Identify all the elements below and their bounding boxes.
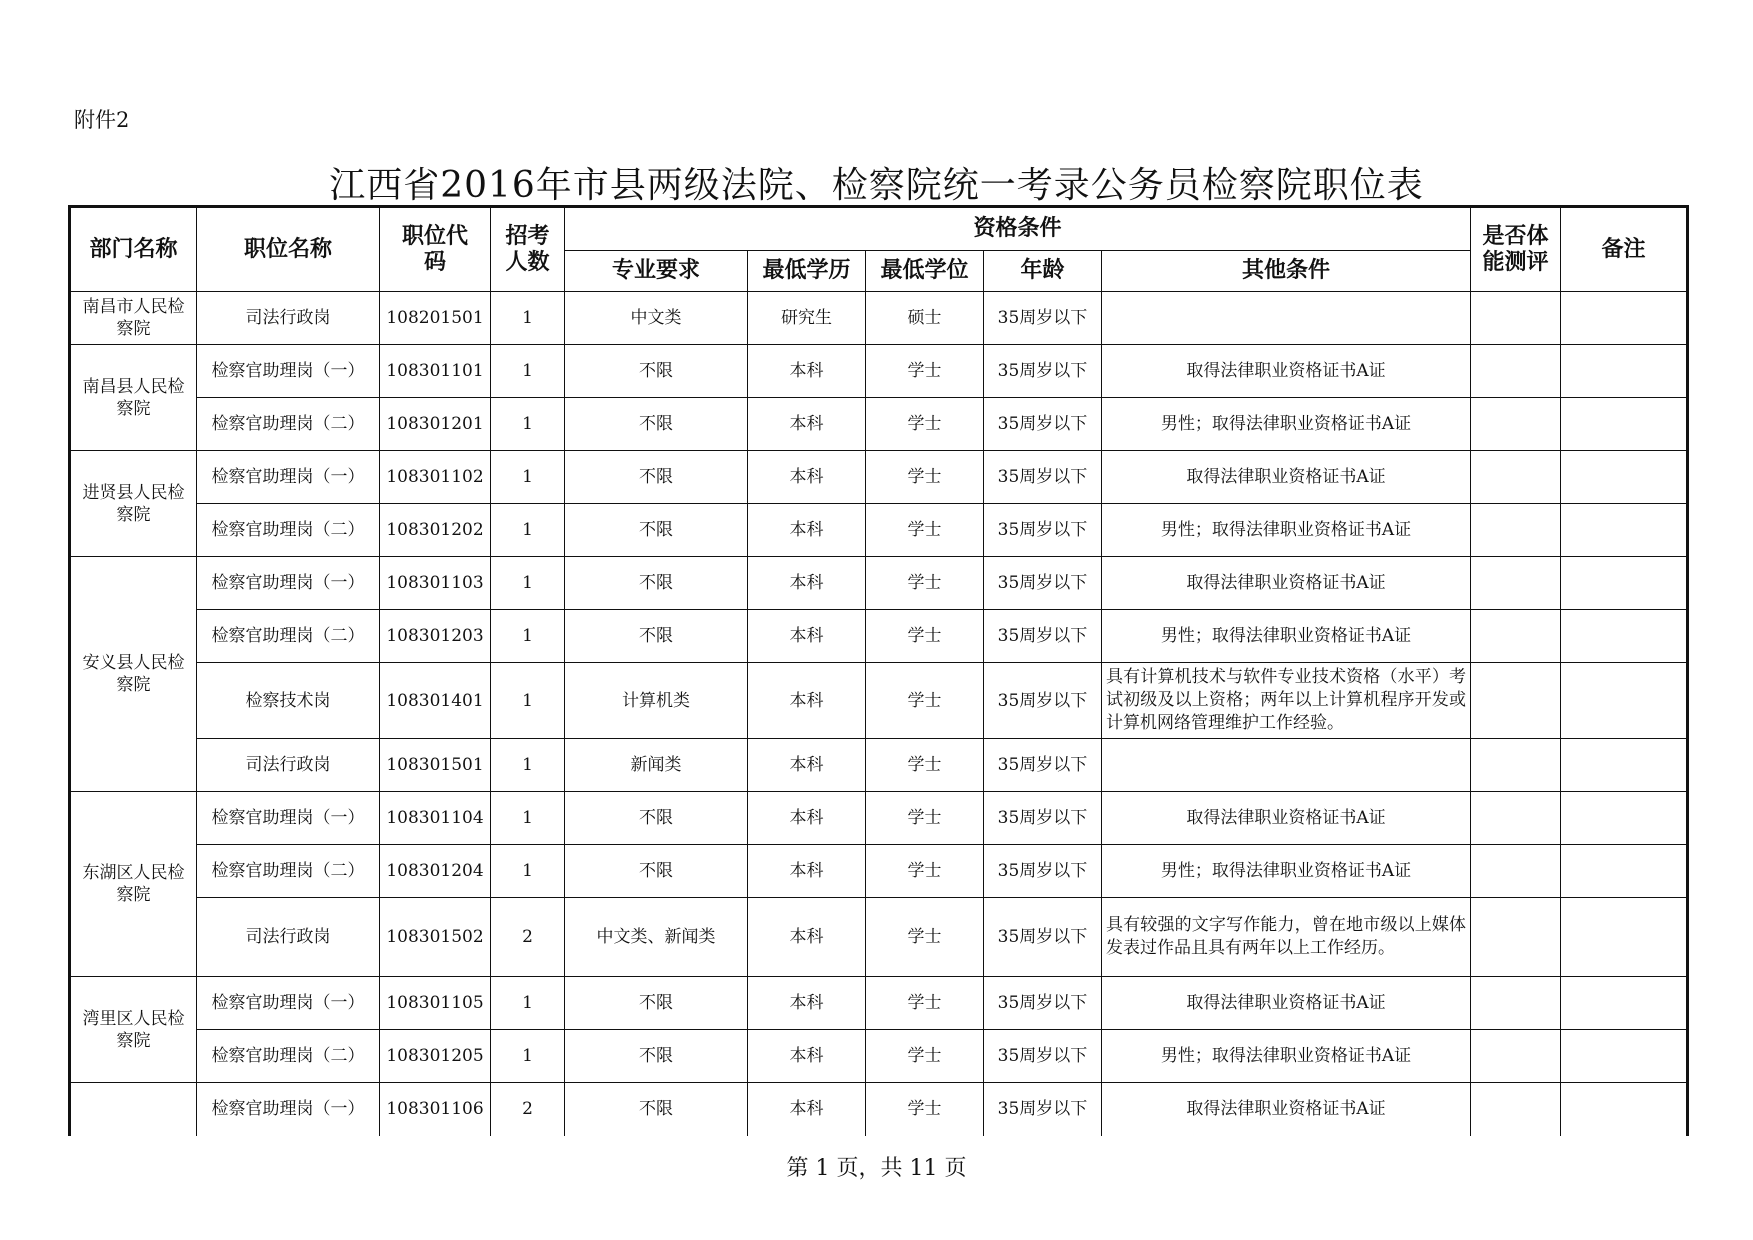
education-cell: 本科 [748,345,866,398]
major-cell: 不限 [565,345,748,398]
code-cell: 108301201 [380,398,491,451]
education-cell: 本科 [748,398,866,451]
position-cell: 检察官助理岗（一） [197,1083,380,1136]
dept-name-cell: 安义县人民检察院 [70,557,197,792]
other-cell: 男性；取得法律职业资格证书A证 [1102,610,1471,663]
remarks-cell [1561,898,1688,977]
count-cell: 1 [491,977,565,1030]
header-fitness: 是否体能测评 [1471,207,1561,292]
count-cell: 1 [491,792,565,845]
code-cell: 108301106 [380,1083,491,1136]
other-cell: 取得法律职业资格证书A证 [1102,557,1471,610]
code-cell: 108301401 [380,663,491,739]
fitness-cell [1471,1030,1561,1083]
table-row [70,663,1688,739]
fitness-cell [1471,398,1561,451]
table-row [70,1083,1688,1136]
count-cell: 1 [491,557,565,610]
table-row [70,504,1688,557]
count-cell: 2 [491,1083,565,1136]
position-cell: 检察官助理岗（二） [197,845,380,898]
position-cell: 检察官助理岗（一） [197,345,380,398]
table-row [70,739,1688,792]
code-cell: 108301104 [380,792,491,845]
position-cell: 检察官助理岗（一） [197,977,380,1030]
other-cell: 取得法律职业资格证书A证 [1102,1083,1471,1136]
table-row [70,345,1688,398]
degree-cell: 学士 [866,1030,984,1083]
count-cell: 1 [491,504,565,557]
fitness-cell [1471,898,1561,977]
fitness-cell [1471,739,1561,792]
age-cell: 35周岁以下 [984,398,1102,451]
major-cell: 计算机类 [565,663,748,739]
major-cell: 不限 [565,398,748,451]
fitness-cell [1471,504,1561,557]
fitness-cell [1471,557,1561,610]
other-cell [1102,739,1471,792]
age-cell: 35周岁以下 [984,451,1102,504]
remarks-cell [1561,1083,1688,1136]
age-cell: 35周岁以下 [984,977,1102,1030]
header-count: 招考人数 [491,207,565,292]
other-cell [1102,292,1471,345]
degree-cell: 学士 [866,845,984,898]
header-remarks: 备注 [1561,207,1688,292]
dept-name-cell: 南昌县人民检察院 [70,345,197,451]
degree-cell: 学士 [866,557,984,610]
education-cell: 本科 [748,792,866,845]
count-cell: 1 [491,845,565,898]
remarks-cell [1561,451,1688,504]
remarks-cell [1561,663,1688,739]
fitness-cell [1471,845,1561,898]
education-cell: 本科 [748,451,866,504]
degree-cell: 学士 [866,663,984,739]
remarks-cell [1561,845,1688,898]
major-cell: 不限 [565,504,748,557]
table-row [70,292,1688,345]
age-cell: 35周岁以下 [984,663,1102,739]
education-cell: 本科 [748,977,866,1030]
header-row-1 [70,207,1688,251]
fitness-cell [1471,977,1561,1030]
other-cell: 男性；取得法律职业资格证书A证 [1102,398,1471,451]
degree-cell: 学士 [866,451,984,504]
remarks-cell [1561,345,1688,398]
position-cell: 检察技术岗 [197,663,380,739]
education-cell: 本科 [748,663,866,739]
degree-cell: 学士 [866,739,984,792]
education-cell: 本科 [748,610,866,663]
dept-name-cell: 进贤县人民检察院 [70,451,197,557]
dept-name-cell: 南昌市人民检察院 [70,292,197,345]
other-cell: 男性；取得法律职业资格证书A证 [1102,1030,1471,1083]
code-cell: 108301501 [380,739,491,792]
education-cell: 本科 [748,845,866,898]
count-cell: 1 [491,1030,565,1083]
other-cell: 取得法律职业资格证书A证 [1102,345,1471,398]
age-cell: 35周岁以下 [984,292,1102,345]
page-footer: 第 1 页，共 11 页 [786,1156,967,1181]
major-cell: 新闻类 [565,739,748,792]
positions-table [68,205,1689,1136]
code-cell: 108301102 [380,451,491,504]
table-row [70,1030,1688,1083]
count-cell: 1 [491,292,565,345]
fitness-cell [1471,292,1561,345]
code-cell: 108301205 [380,1030,491,1083]
education-cell: 本科 [748,898,866,977]
header-degree: 最低学位 [866,251,984,292]
code-cell: 108201501 [380,292,491,345]
fitness-cell [1471,1083,1561,1136]
education-cell: 本科 [748,1030,866,1083]
table-row [70,845,1688,898]
major-cell: 不限 [565,451,748,504]
education-cell: 本科 [748,557,866,610]
age-cell: 35周岁以下 [984,345,1102,398]
position-cell: 检察官助理岗（一） [197,792,380,845]
table-row [70,451,1688,504]
fitness-cell [1471,792,1561,845]
code-cell: 108301101 [380,345,491,398]
attachment-label: 附件2 [74,108,130,132]
age-cell: 35周岁以下 [984,1083,1102,1136]
other-cell: 取得法律职业资格证书A证 [1102,451,1471,504]
count-cell: 1 [491,663,565,739]
major-cell: 中文类 [565,292,748,345]
position-cell: 检察官助理岗（二） [197,398,380,451]
position-cell: 检察官助理岗（二） [197,504,380,557]
position-cell: 检察官助理岗（一） [197,557,380,610]
count-cell: 2 [491,898,565,977]
education-cell: 研究生 [748,292,866,345]
remarks-cell [1561,977,1688,1030]
table-row [70,792,1688,845]
major-cell: 不限 [565,1083,748,1136]
table-row [70,898,1688,977]
fitness-cell [1471,451,1561,504]
position-cell: 司法行政岗 [197,739,380,792]
major-cell: 不限 [565,1030,748,1083]
age-cell: 35周岁以下 [984,504,1102,557]
age-cell: 35周岁以下 [984,739,1102,792]
fitness-cell [1471,610,1561,663]
dept-name-cell: 湾里区人民检察院 [70,977,197,1083]
position-cell: 司法行政岗 [197,898,380,977]
other-cell: 具有较强的文字写作能力，曾在地市级以上媒体发表过作品且具有两年以上工作经历。 [1102,898,1471,977]
table-row [70,610,1688,663]
code-cell: 108301203 [380,610,491,663]
major-cell: 不限 [565,977,748,1030]
header-position: 职位名称 [197,207,380,292]
count-cell: 1 [491,398,565,451]
code-cell: 108301202 [380,504,491,557]
position-cell: 司法行政岗 [197,292,380,345]
count-cell: 1 [491,610,565,663]
age-cell: 35周岁以下 [984,845,1102,898]
fitness-cell [1471,345,1561,398]
code-cell: 108301204 [380,845,491,898]
table-row [70,398,1688,451]
remarks-cell [1561,557,1688,610]
degree-cell: 学士 [866,977,984,1030]
dept-name-cell [70,1083,197,1136]
positions-table-body [70,207,1688,1136]
code-cell: 108301105 [380,977,491,1030]
degree-cell: 学士 [866,504,984,557]
other-cell: 具有计算机技术与软件专业技术资格（水平）考试初级及以上资格；两年以上计算机程序开发或计算机网络管理维护工作经验。 [1102,663,1471,739]
remarks-cell [1561,739,1688,792]
education-cell: 本科 [748,504,866,557]
age-cell: 35周岁以下 [984,557,1102,610]
degree-cell: 学士 [866,792,984,845]
code-cell: 108301103 [380,557,491,610]
header-major: 专业要求 [565,251,748,292]
page-title: 江西省2016年市县两级法院、检察院统一考录公务员检察院职位表 [329,165,1424,206]
remarks-cell [1561,398,1688,451]
remarks-cell [1561,1030,1688,1083]
age-cell: 35周岁以下 [984,898,1102,977]
header-qualifications: 资格条件 [565,207,1471,251]
age-cell: 35周岁以下 [984,792,1102,845]
degree-cell: 学士 [866,898,984,977]
major-cell: 不限 [565,557,748,610]
major-cell: 不限 [565,792,748,845]
position-cell: 检察官助理岗（二） [197,1030,380,1083]
position-cell: 检察官助理岗（二） [197,610,380,663]
table-row [70,557,1688,610]
age-cell: 35周岁以下 [984,1030,1102,1083]
remarks-cell [1561,292,1688,345]
other-cell: 男性；取得法律职业资格证书A证 [1102,845,1471,898]
remarks-cell [1561,610,1688,663]
remarks-cell [1561,504,1688,557]
header-dept: 部门名称 [70,207,197,292]
header-code: 职位代码 [380,207,491,292]
dept-name-cell: 东湖区人民检察院 [70,792,197,977]
table-row [70,977,1688,1030]
degree-cell: 硕士 [866,292,984,345]
code-cell: 108301502 [380,898,491,977]
education-cell: 本科 [748,1083,866,1136]
other-cell: 取得法律职业资格证书A证 [1102,792,1471,845]
count-cell: 1 [491,345,565,398]
remarks-cell [1561,792,1688,845]
other-cell: 男性；取得法律职业资格证书A证 [1102,504,1471,557]
header-age: 年龄 [984,251,1102,292]
major-cell: 中文类、新闻类 [565,898,748,977]
degree-cell: 学士 [866,610,984,663]
major-cell: 不限 [565,845,748,898]
degree-cell: 学士 [866,398,984,451]
major-cell: 不限 [565,610,748,663]
fitness-cell [1471,663,1561,739]
count-cell: 1 [491,451,565,504]
other-cell: 取得法律职业资格证书A证 [1102,977,1471,1030]
age-cell: 35周岁以下 [984,610,1102,663]
position-cell: 检察官助理岗（一） [197,451,380,504]
count-cell: 1 [491,739,565,792]
header-education: 最低学历 [748,251,866,292]
header-other: 其他条件 [1102,251,1471,292]
degree-cell: 学士 [866,345,984,398]
education-cell: 本科 [748,739,866,792]
degree-cell: 学士 [866,1083,984,1136]
